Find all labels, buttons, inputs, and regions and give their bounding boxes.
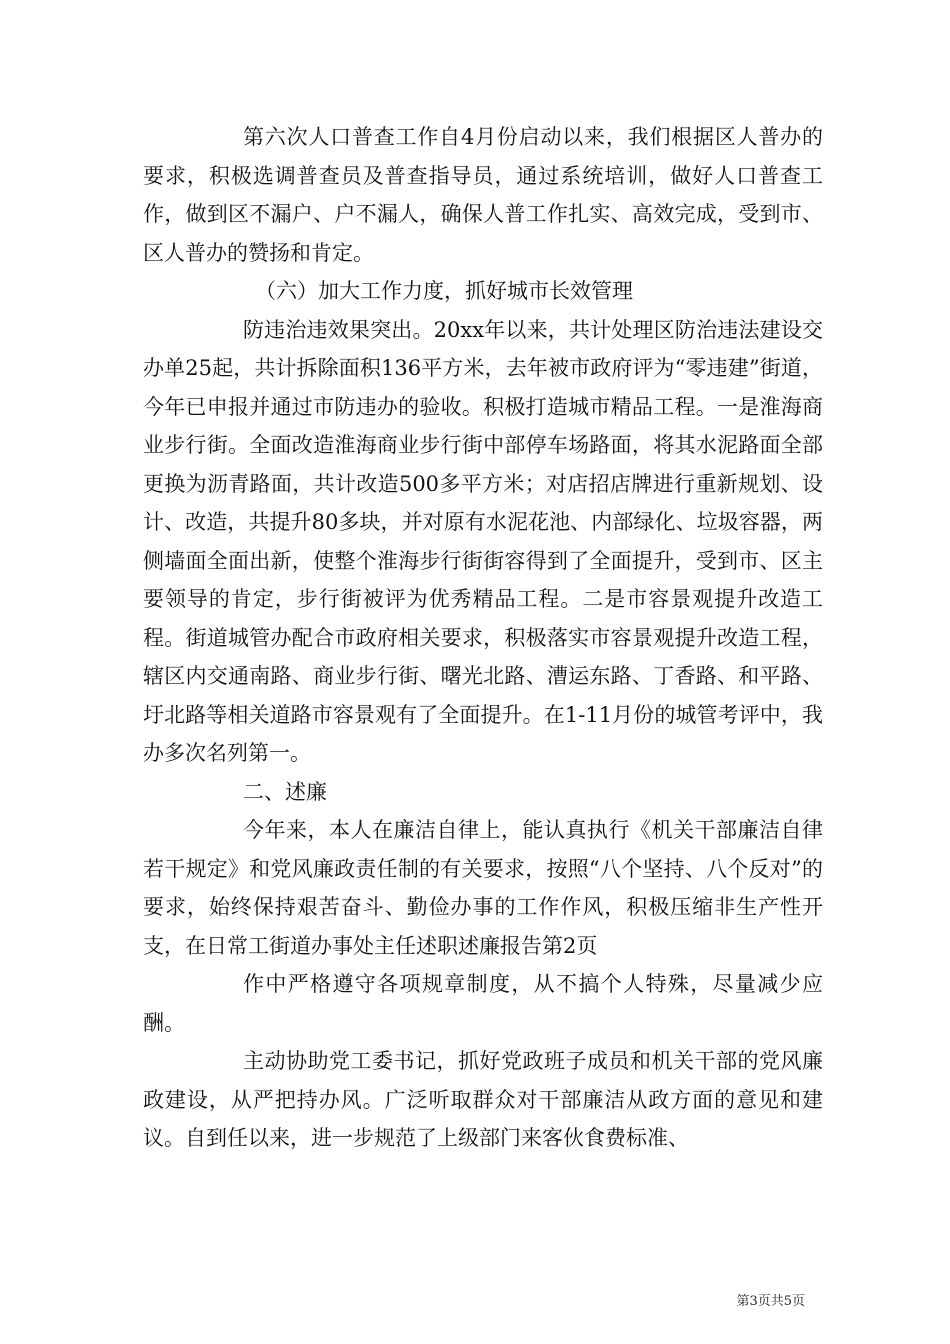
paragraph-party-conduct: 主动协助党工委书记，抓好党政班子成员和机关干部的党风廉政建设，从严把持办风。广泛听取群众对干部廉洁从政方面的意见和建议。自到任以来，进一步规范了上级部门来客伙食费标准、 xyxy=(143,1049,823,1150)
document-body xyxy=(143,118,823,1158)
paragraph-census: 第六次人口普查工作自4月份启动以来，我们根据区人普办的要求，积极选调普查员及普查指导员，通过系统培训，做好人口普查工作，做到区不漏户、户不漏人，确保人普工作扎实、高效完成，受到市、区人普办的赞扬和肯定。 xyxy=(143,125,823,265)
paragraph-self-discipline: 今年来，本人在廉洁自律上，能认真执行《机关干部廉洁自律若干规定》和党风廉政责任制的有关要求，按照“八个坚持、八个反对”的要求，始终保持艰苦奋斗、勤俭办事的工作作风，积极压缩非生产性开支，在日常工街道办事处主任述职述廉报告第2页 xyxy=(143,818,823,958)
page-number-footer: 第3页共5页 xyxy=(736,1294,805,1309)
paragraph-illegal-construction: 防违治违效果突出。20xx年以来，共计处理区防治违法建设交办单25起，共计拆除面积136平方米，去年被市政府评为“零违建”街道，今年已申报并通过市防违办的验收。积极打造城市精品工程。一是淮海商业步行街。全面改造淮海商业步行街中部停车场路面，将其水泥路面全部更换为沥青路面，共计改造500多平方米；对店招店牌进行重新规划、设计、改造，共提升80多块，并对原有水泥花池、内部绿化、垃圾容器，两侧墙面全面出新，使整个淮海步行街街容得到了全面提升，受到市、区主要领导的肯定，步行街被评为优秀精品工程。二是市容景观提升改造工程。街道城管办配合市政府相关要求，积极落实市容景观提升改造工程，辖区内交通南路、商业步行街、曙光北路、漕运东路、丁香路、和平路、圩北路等相关道路市容景观有了全面提升。在1-11月份的城管考评中，我办多次名列第一。 xyxy=(143,317,823,765)
paragraph-regulations: 作中严格遵守各项规章制度，从不搞个人特殊，尽量减少应酬。 xyxy=(143,972,823,1035)
section-heading-integrity: 二、述廉 xyxy=(243,779,327,804)
section-heading-urban-management: （六）加大工作力度，抓好城市长效管理 xyxy=(255,279,633,303)
